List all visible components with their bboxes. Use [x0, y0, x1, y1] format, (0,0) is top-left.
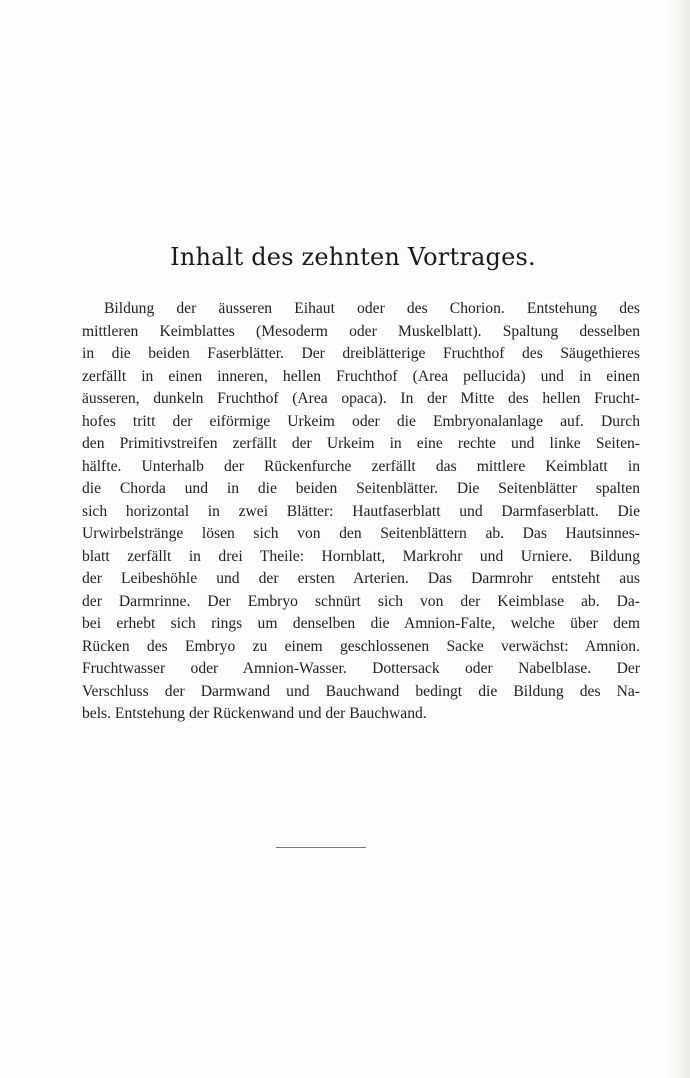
chapter-title: Inhalt des zehnten Vortrages. [170, 243, 536, 271]
summary-paragraph [82, 298, 640, 726]
text-line: blatt zerfällt in drei Theile: Hornblatt, Markrohr und Urniere. Bildung [82, 547, 640, 565]
text-line: bels. Entstehung der Rückenwand und der Bauchwand. [82, 705, 427, 722]
text-line: hofes tritt der eiförmige Urkeim oder die Embryonalanlage auf. Durch [82, 412, 640, 430]
text-line: den Primitivstreifen zerfällt der Urkeim in eine rechte und linke Seiten- [82, 435, 640, 452]
section-divider [276, 847, 366, 848]
text-line: in die beiden Faserblätter. Der dreiblätterige Fruchthof des Säugethieres [82, 345, 640, 362]
text-line: bei erhebt sich rings um denselben die Amnion-Falte, welche über dem [82, 615, 640, 632]
text-line: Fruchtwasser oder Amnion-Wasser. Dottersack oder Nabelblase. Der [82, 660, 640, 677]
page-edge-shadow [664, 0, 690, 1078]
text-line: zerfällt in einen inneren, hellen Fruchthof (Area pellucida) und in einen [82, 367, 640, 385]
text-line: hälfte. Unterhalb der Rückenfurche zerfällt das mittlere Keimblatt in [82, 457, 640, 475]
text-line: Verschluss der Darmwand und Bauchwand bedingt die Bildung des Na- [82, 682, 640, 700]
text-line: Bildung der äusseren Eihaut oder des Chorion. Entstehung des [104, 300, 640, 317]
text-line: Rücken des Embryo zu einem geschlossenen Sacke verwächst: Amnion. [82, 637, 640, 655]
text-line: Urwirbelstränge lösen sich von den Seitenblättern ab. Das Hautsinnes- [82, 525, 640, 542]
text-line: der Leibeshöhle und der ersten Arterien. Das Darmrohr entsteht aus [82, 570, 640, 587]
text-line: mittleren Keimblattes (Mesoderm oder Muskelblatt). Spaltung desselben [82, 322, 640, 340]
text-line: der Darmrinne. Der Embryo schnürt sich von der Keimblase ab. Da- [82, 592, 640, 610]
text-line: die Chorda und in die beiden Seitenblätter. Die Seitenblätter spalten [82, 480, 640, 497]
text-line: äusseren, dunkeln Fruchthof (Area opaca). In der Mitte des hellen Frucht- [82, 390, 640, 407]
text-line: sich horizontal in zwei Blätter: Hautfaserblatt und Darmfaserblatt. Die [82, 502, 640, 520]
